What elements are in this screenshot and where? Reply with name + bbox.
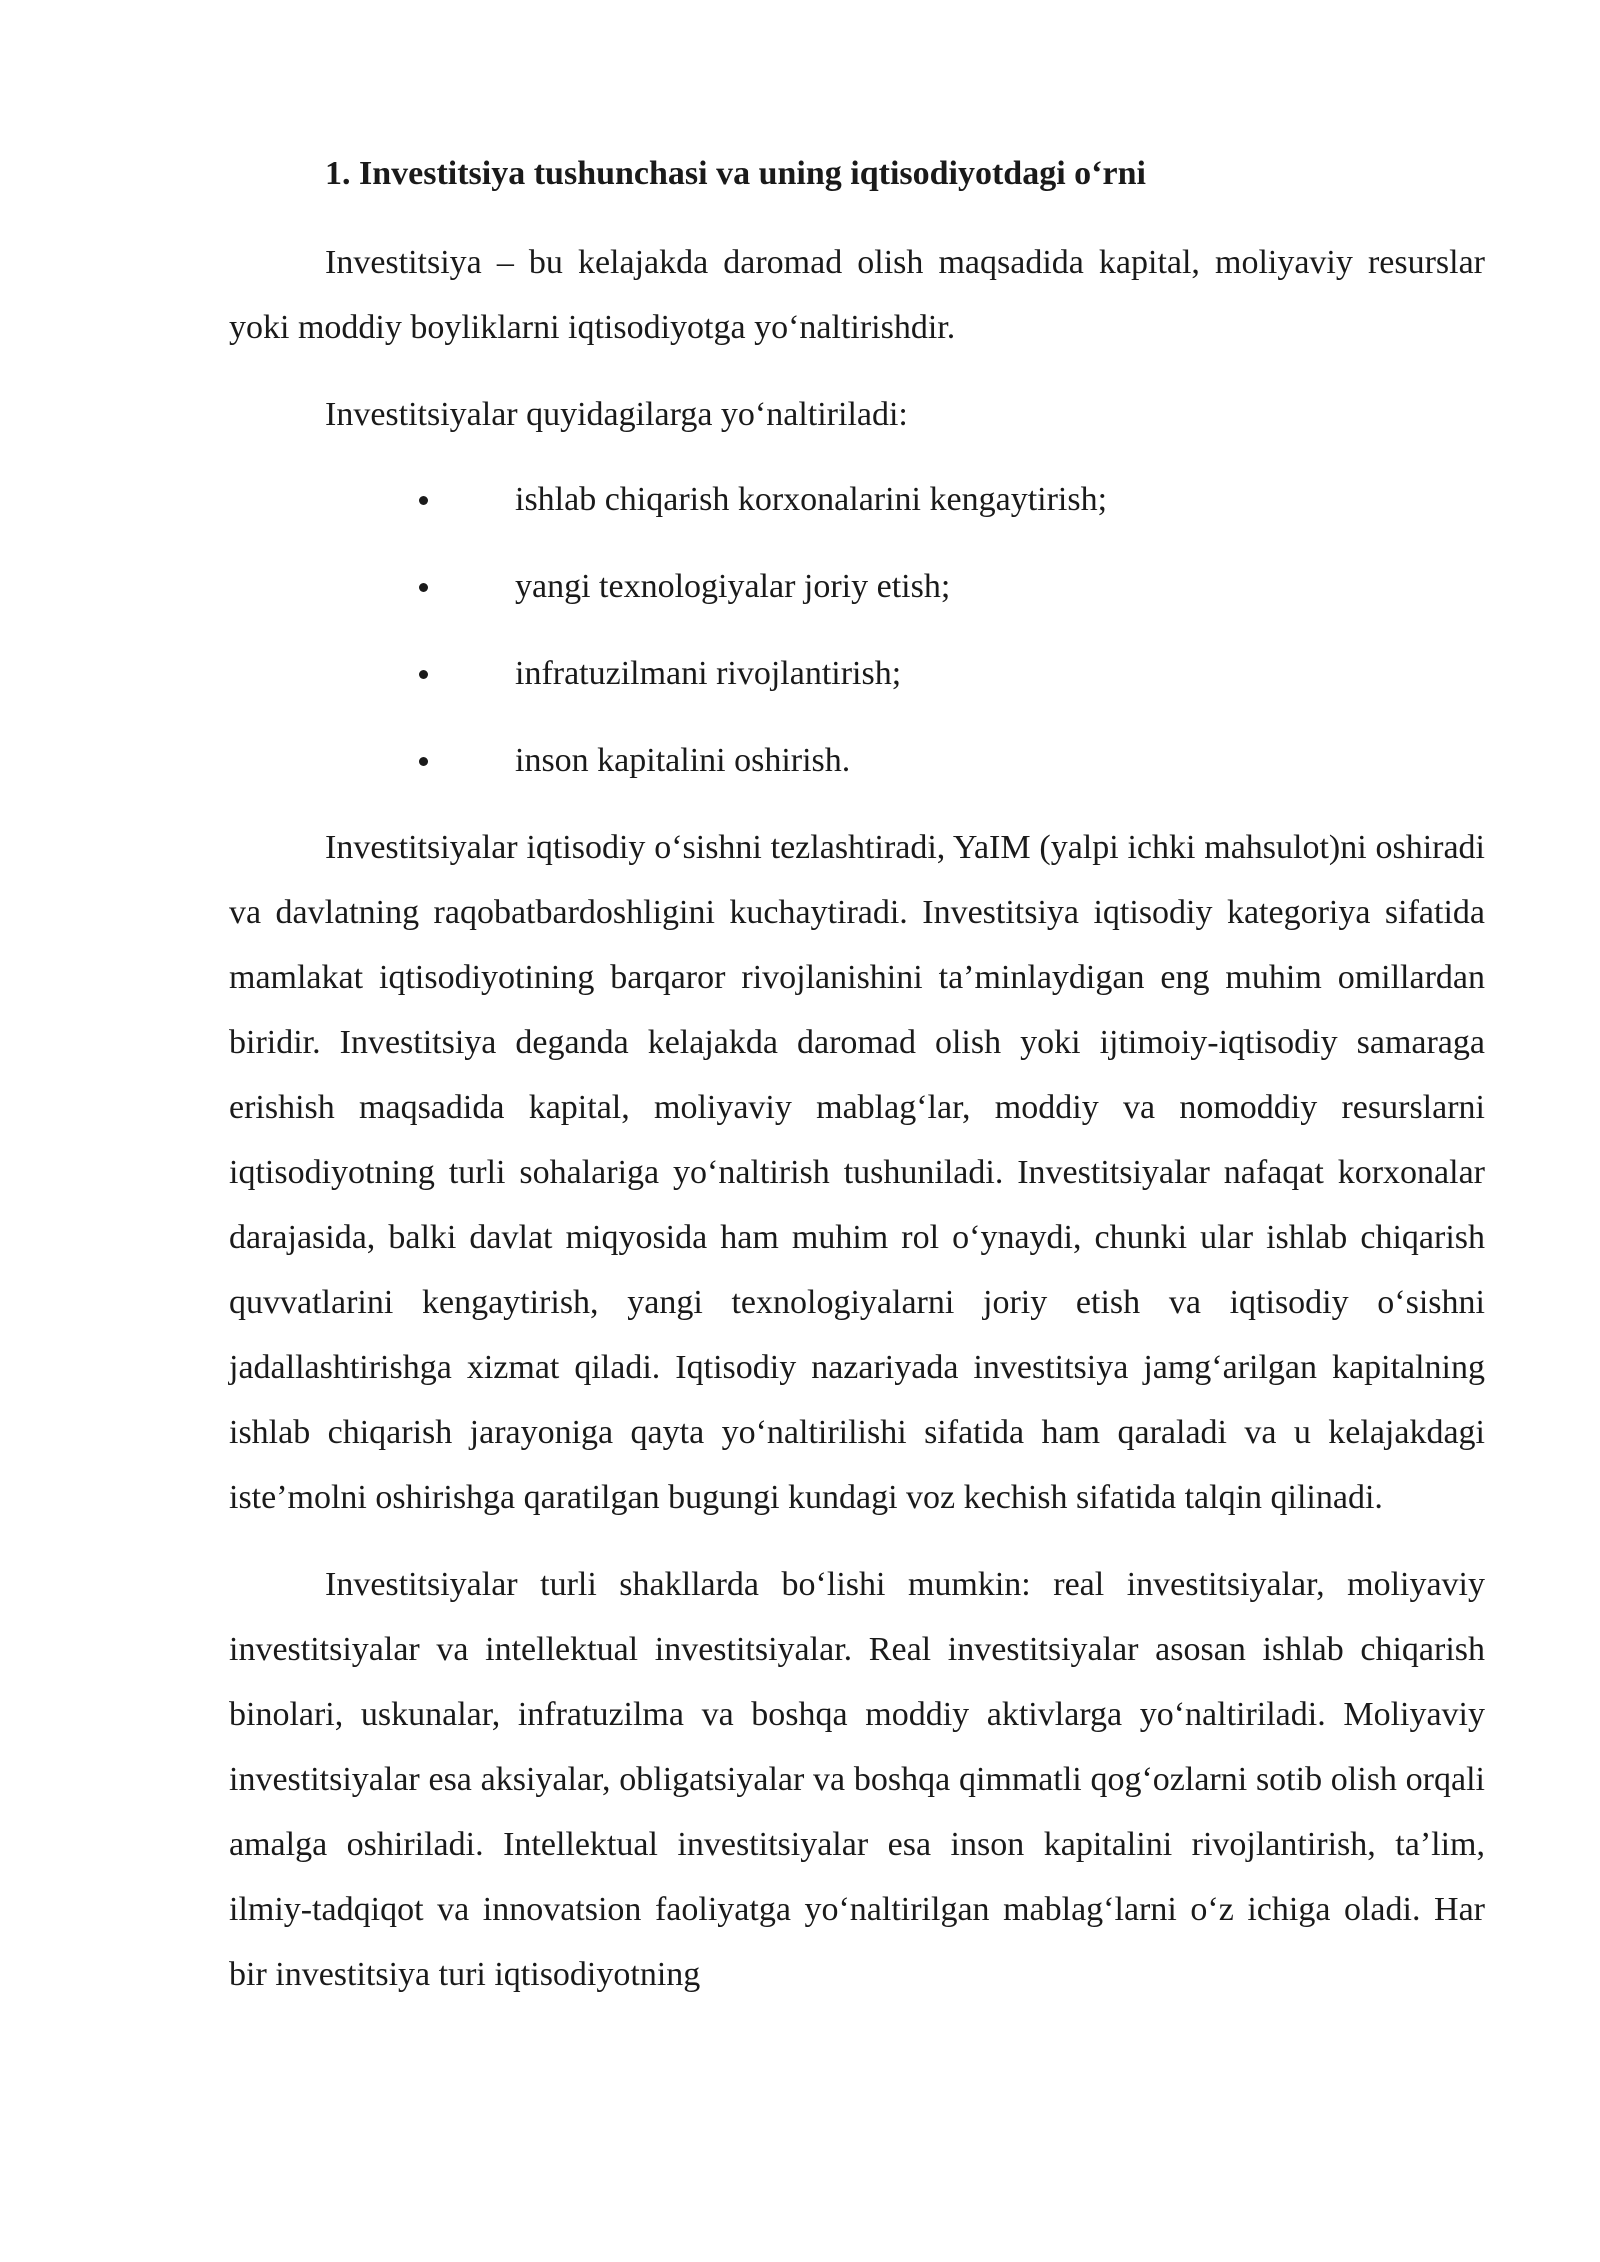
list-item [229,641,1485,706]
section-heading: 1. Investitsiya tushunchasi va uning iqtisodiyotdagi o‘rni [325,155,1146,192]
list-item [229,467,1485,532]
definition-paragraph: Investitsiya – bu kelajakda daromad olish maqsadida kapital, moliyaviy resurslar yoki moddiy boyliklarni iqtisodiyotga yo‘naltirishdir. [229,244,1485,346]
list-item-text: ishlab chiqarish korxonalarini kengaytirish; [515,481,1108,518]
list-intro-paragraph: Investitsiyalar quyidagilarga yo‘naltiriladi: [325,396,908,433]
document-page [229,148,1485,2029]
forms-paragraph: Investitsiyalar turli shakllarda bo‘lishi mumkin: real investitsiyalar, moliyaviy investitsiyalar va intellektual investitsiyalar. Real investitsiyalar asosan ishlab chiqarish binolari, uskunalar, infratuzilma va boshqa moddiy aktivlarga yo‘naltiriladi. Moliyaviy investitsiyalar esa aksiyalar, obligatsiyalar va boshqa qimmatli qog‘ozlarni sotib olish orqali amalga oshiriladi. Intellektual investitsiyalar esa inson kapitalini rivojlantirish, ta’lim, ilmiy-tadqiqot va innovatsion faoliyatga yo‘naltirilgan mablag‘larni o‘z ichiga oladi. Har bir investitsiya turi iqtisodiyotning [229,1566,1485,1993]
bullet-icon [419,496,428,505]
list-item [229,554,1485,619]
list-item-text: infratuzilmani rivojlantirish; [515,655,902,692]
bullet-icon [419,583,428,592]
list-item-text: yangi texnologiyalar joriy etish; [515,568,951,605]
bullet-icon [419,670,428,679]
role-paragraph: Investitsiyalar iqtisodiy o‘sishni tezlashtiradi, YaIM (yalpi ichki mahsulot)ni oshiradi va davlatning raqobatbardoshligini kuchaytiradi. Investitsiya iqtisodiy kategoriya sifatida mamlakat iqtisodiyotining barqaror rivojlanishini ta’minlaydigan eng muhim omillardan biridir. Investitsiya deganda kelajakda daromad olish yoki ijtimoiy-iqtisodiy samaraga erishish maqsadida kapital, moliyaviy mablag‘lar, moddiy va nomoddiy resurslarni iqtisodiyotning turli sohalariga yo‘naltirish tushuniladi. Investitsiyalar nafaqat korxonalar darajasida, balki davlat miqyosida ham muhim rol o‘ynaydi, chunki ular ishlab chiqarish quvvatlarini kengaytirish, yangi texnologiyalarni joriy etish va iqtisodiy o‘sishni jadallashtirishga xizmat qiladi. Iqtisodiy nazariyada investitsiya jamg‘arilgan kapitalning ishlab chiqarish jarayoniga qayta yo‘naltirilishi sifatida ham qaraladi va u kelajakdagi iste’molni oshirishga qaratilgan bugungi kundagi voz kechish sifatida talqin qilinadi. [229,829,1485,1516]
list-item-text: inson kapitalini oshirish. [515,742,851,779]
bullet-list [229,467,1485,793]
bullet-icon [419,757,428,766]
list-item [229,728,1485,793]
